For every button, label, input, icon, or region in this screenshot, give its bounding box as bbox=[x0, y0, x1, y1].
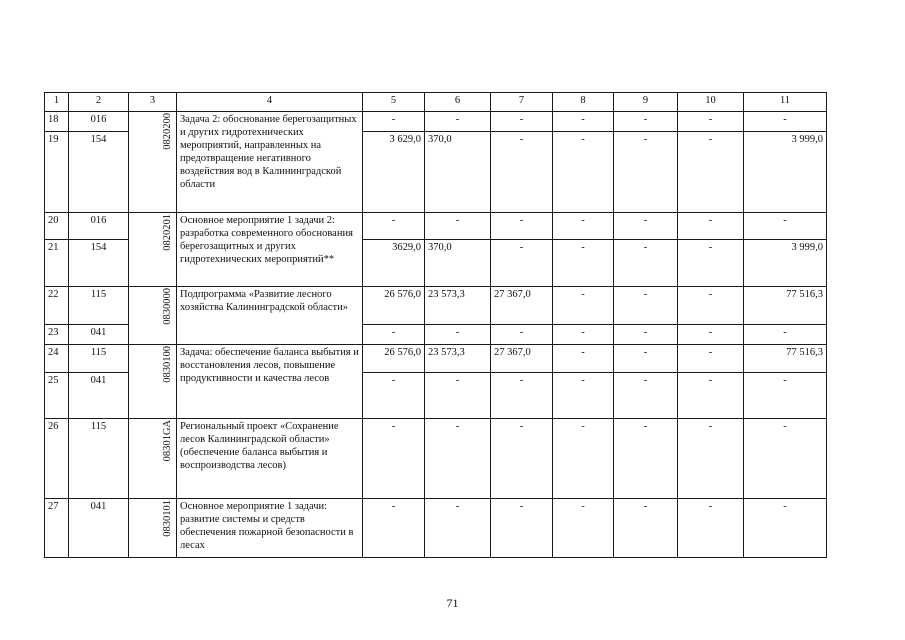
admin-code: 115 bbox=[69, 419, 129, 499]
admin-code: 041 bbox=[69, 499, 129, 558]
value-cell: 27 367,0 bbox=[491, 287, 553, 325]
table-row bbox=[45, 345, 827, 373]
header-cell: 7 bbox=[491, 93, 553, 112]
header-cell: 6 bbox=[425, 93, 491, 112]
admin-code: 115 bbox=[69, 287, 129, 325]
program-code-cell bbox=[129, 112, 177, 213]
value-cell: - bbox=[363, 112, 425, 132]
value-cell: - bbox=[553, 240, 614, 287]
value-cell: 23 573,3 bbox=[425, 345, 491, 373]
value-cell: - bbox=[678, 240, 744, 287]
program-code-cell bbox=[129, 213, 177, 287]
row-number: 22 bbox=[45, 287, 69, 325]
program-code: 0820201 bbox=[162, 214, 173, 251]
value-cell: 77 516,3 bbox=[744, 345, 827, 373]
value-cell: - bbox=[553, 345, 614, 373]
header-cell: 1 bbox=[45, 93, 69, 112]
value-cell: - bbox=[425, 325, 491, 345]
admin-code: 115 bbox=[69, 345, 129, 373]
value-cell: - bbox=[614, 132, 678, 213]
program-code: 0830100 bbox=[162, 346, 173, 383]
admin-code: 016 bbox=[69, 213, 129, 240]
value-cell: - bbox=[553, 419, 614, 499]
header-cell: 8 bbox=[553, 93, 614, 112]
item-description: Задача: обеспечение баланса выбытия и восстановления лесов, повышение продуктивности и качества лесов bbox=[177, 345, 363, 419]
value-cell: - bbox=[744, 325, 827, 345]
header-cell: 9 bbox=[614, 93, 678, 112]
header-cell: 4 bbox=[177, 93, 363, 112]
value-cell: 26 576,0 bbox=[363, 345, 425, 373]
value-cell: - bbox=[553, 373, 614, 419]
row-number: 25 bbox=[45, 373, 69, 419]
row-number: 24 bbox=[45, 345, 69, 373]
value-cell: - bbox=[491, 419, 553, 499]
value-cell: 77 516,3 bbox=[744, 287, 827, 325]
admin-code: 154 bbox=[69, 132, 129, 213]
value-cell: - bbox=[491, 325, 553, 345]
value-cell: 3 999,0 bbox=[744, 132, 827, 213]
value-cell: 3629,0 bbox=[363, 240, 425, 287]
row-number: 20 bbox=[45, 213, 69, 240]
value-cell: - bbox=[491, 132, 553, 213]
value-cell: - bbox=[678, 112, 744, 132]
header-cell: 5 bbox=[363, 93, 425, 112]
program-code-cell bbox=[129, 499, 177, 558]
value-cell: - bbox=[678, 213, 744, 240]
value-cell: - bbox=[553, 112, 614, 132]
value-cell: - bbox=[614, 213, 678, 240]
program-code: 0830000 bbox=[162, 288, 173, 325]
value-cell: - bbox=[744, 499, 827, 558]
value-cell: 370,0 bbox=[425, 132, 491, 213]
row-number: 18 bbox=[45, 112, 69, 132]
table-row bbox=[45, 499, 827, 558]
row-number: 27 bbox=[45, 499, 69, 558]
value-cell: - bbox=[491, 373, 553, 419]
value-cell: - bbox=[678, 132, 744, 213]
value-cell: - bbox=[614, 287, 678, 325]
value-cell: - bbox=[678, 325, 744, 345]
program-code-cell bbox=[129, 419, 177, 499]
value-cell: - bbox=[614, 499, 678, 558]
program-code-cell bbox=[129, 287, 177, 345]
value-cell: 23 573,3 bbox=[425, 287, 491, 325]
header-row bbox=[45, 93, 827, 112]
value-cell: 3 999,0 bbox=[744, 240, 827, 287]
admin-code: 016 bbox=[69, 112, 129, 132]
admin-code: 041 bbox=[69, 373, 129, 419]
item-description: Задача 2: обоснование берегозащитных и других гидротехнических мероприятий, направленных на предотвращение негативного воздействия вод в Калининградской области bbox=[177, 112, 363, 213]
table-row bbox=[45, 287, 827, 325]
value-cell: - bbox=[744, 213, 827, 240]
value-cell: - bbox=[425, 112, 491, 132]
header-cell: 11 bbox=[744, 93, 827, 112]
item-description: Подпрограмма «Развитие лесного хозяйства Калининградской области» bbox=[177, 287, 363, 345]
program-code: 08301GA bbox=[162, 420, 173, 462]
table-row bbox=[45, 112, 827, 132]
value-cell: - bbox=[363, 499, 425, 558]
admin-code: 154 bbox=[69, 240, 129, 287]
value-cell: - bbox=[614, 373, 678, 419]
value-cell: - bbox=[553, 499, 614, 558]
value-cell: 370,0 bbox=[425, 240, 491, 287]
value-cell: - bbox=[425, 213, 491, 240]
row-number: 21 bbox=[45, 240, 69, 287]
value-cell: - bbox=[363, 213, 425, 240]
value-cell: - bbox=[678, 287, 744, 325]
budget-table bbox=[44, 92, 827, 558]
value-cell: - bbox=[491, 499, 553, 558]
value-cell: - bbox=[553, 132, 614, 213]
header-cell: 3 bbox=[129, 93, 177, 112]
value-cell: - bbox=[614, 112, 678, 132]
value-cell: - bbox=[553, 287, 614, 325]
value-cell: - bbox=[553, 213, 614, 240]
value-cell: - bbox=[678, 419, 744, 499]
value-cell: 3 629,0 bbox=[363, 132, 425, 213]
value-cell: - bbox=[491, 112, 553, 132]
value-cell: - bbox=[678, 373, 744, 419]
value-cell: - bbox=[425, 373, 491, 419]
value-cell: 27 367,0 bbox=[491, 345, 553, 373]
program-code: 0820200 bbox=[162, 113, 173, 150]
header-cell: 10 bbox=[678, 93, 744, 112]
admin-code: 041 bbox=[69, 325, 129, 345]
value-cell: - bbox=[425, 419, 491, 499]
value-cell: - bbox=[491, 213, 553, 240]
row-number: 23 bbox=[45, 325, 69, 345]
header-cell: 2 bbox=[69, 93, 129, 112]
value-cell: - bbox=[614, 240, 678, 287]
item-description: Региональный проект «Сохранение лесов Калининградской области» (обеспечение баланса выбытия и воспроизводства лесов) bbox=[177, 419, 363, 499]
value-cell: - bbox=[614, 345, 678, 373]
value-cell: - bbox=[614, 325, 678, 345]
program-code: 0830101 bbox=[162, 500, 173, 537]
value-cell: - bbox=[744, 419, 827, 499]
table-row bbox=[45, 213, 827, 240]
value-cell: - bbox=[678, 345, 744, 373]
value-cell: - bbox=[553, 325, 614, 345]
program-code-cell bbox=[129, 345, 177, 419]
value-cell: 26 576,0 bbox=[363, 287, 425, 325]
value-cell: - bbox=[744, 373, 827, 419]
item-description: Основное мероприятие 1 задачи 2: разработка современного обоснования берегозащитных и других гидротехнических мероприятий** bbox=[177, 213, 363, 287]
page-number: 71 bbox=[446, 596, 459, 610]
value-cell: - bbox=[425, 499, 491, 558]
item-description: Основное мероприятие 1 задачи: развитие системы и средств обеспечения пожарной безопасности в лесах bbox=[177, 499, 363, 558]
value-cell: - bbox=[491, 240, 553, 287]
value-cell: - bbox=[678, 499, 744, 558]
value-cell: - bbox=[363, 325, 425, 345]
row-number: 26 bbox=[45, 419, 69, 499]
value-cell: - bbox=[363, 419, 425, 499]
value-cell: - bbox=[744, 112, 827, 132]
row-number: 19 bbox=[45, 132, 69, 213]
value-cell: - bbox=[363, 373, 425, 419]
value-cell: - bbox=[614, 419, 678, 499]
table-row bbox=[45, 419, 827, 499]
